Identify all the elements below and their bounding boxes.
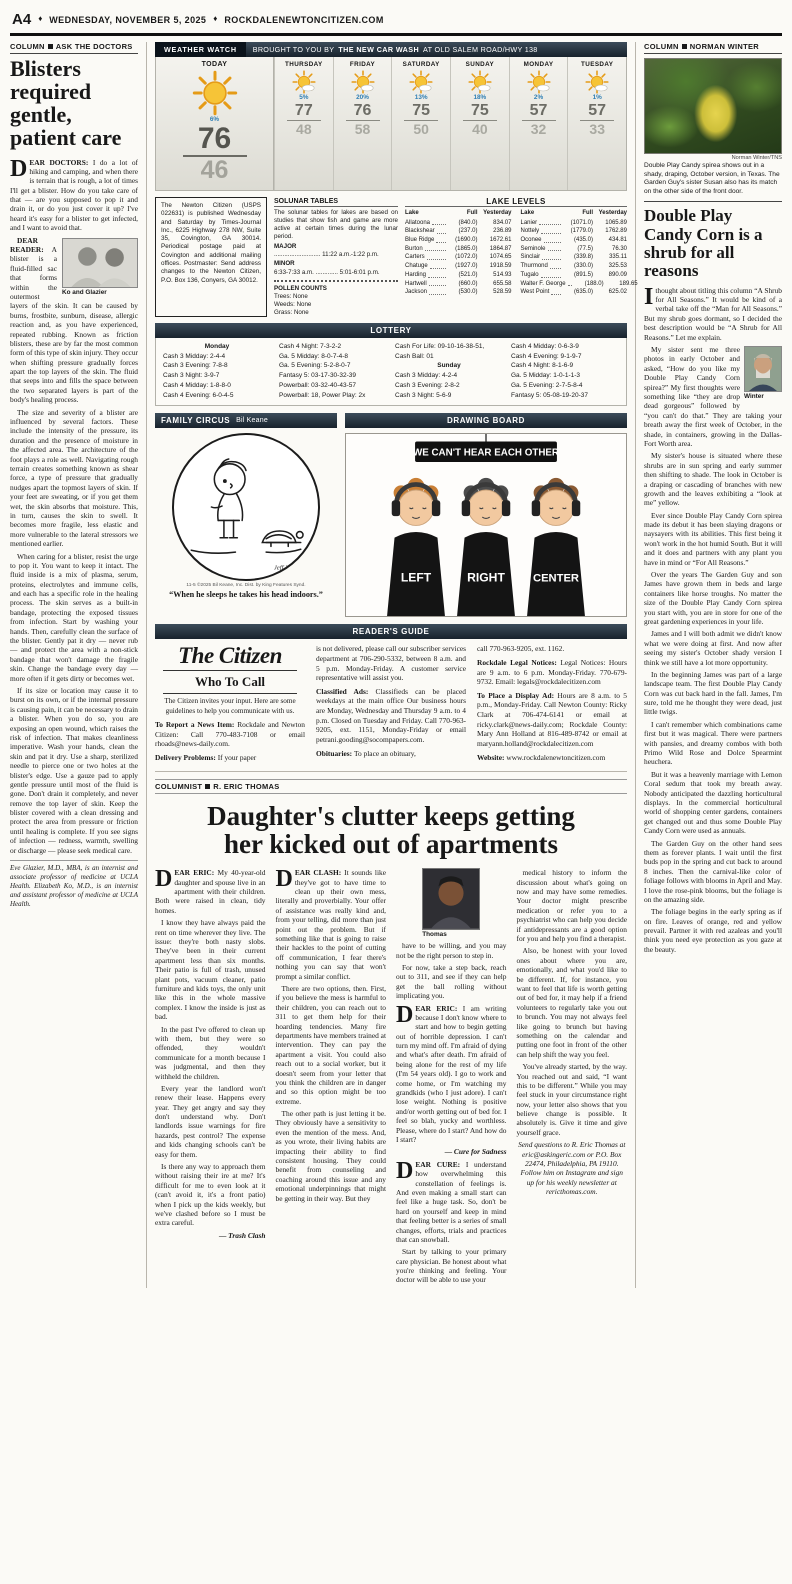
lottery-line: Ga. 5 Evening: 5-2-8-0-7 bbox=[279, 362, 351, 370]
article-paragraph: In the beginning James was part of a large landscape team. The first Double Play Candy Corn was cut back hard in the fall. James, I'm sure, told me he thought they were dead, just little twigs. bbox=[644, 669, 782, 717]
advice-paragraph: In the past I've offered to clean up with them, but they were so offended, they wouldn't communicate for a month because I was judgmental, and then they withheld the children. bbox=[155, 1024, 266, 1081]
page-date: WEDNESDAY, NOVEMBER 5, 2025 bbox=[49, 14, 207, 25]
solunar-minor-times: 6:33-7:33 a.m. ............. 5:01-6:01 p.m. bbox=[274, 268, 380, 276]
kicker-title: ASK THE DOCTORS bbox=[55, 42, 133, 51]
article-paragraph: But it was a heavenly marriage with Lemon Coral sedum that took my breath away. Nobody anticipated the dazzling horticultural displays. In the commercial horticultural world of shopping center gardens, containers get changed out and thus some Double Play Candy Corn were used as annuals. bbox=[644, 769, 782, 836]
guide-item: Website: www.rockdalenewtoncitizen.com bbox=[477, 752, 606, 762]
article-paragraphs bbox=[10, 236, 138, 855]
guide-item: To Report a News Item: Rockdale and Newton Citizen: Call 770-483-7108 or email rhoads@news-daily.com. bbox=[155, 720, 305, 749]
solunar-major-label: MAJOR bbox=[274, 243, 297, 251]
winter-headshot bbox=[744, 346, 782, 400]
guide-item: Classified Ads: Classifieds can be placed weekdays at the main office Our business hours are Monday, Wednesday and Thursday 9 a.m. to 4 p.m. Closed on Tuesday and Friday. Call 770-963-9205, ext. 1151, Monday-Friday or email petrani.gooding@socompapers.com. bbox=[316, 686, 466, 744]
weather-day bbox=[274, 57, 333, 190]
lottery-line: Ga. 5 Evening: 2-7-5-8-4 bbox=[511, 381, 583, 389]
guide-item: call 770-963-9205, ext. 1162. bbox=[477, 644, 565, 654]
thomas-photo-placeholder bbox=[422, 868, 480, 930]
partly-sunny-icon bbox=[527, 70, 551, 94]
pollen-line: Trees: None bbox=[274, 292, 308, 300]
columnist-bar bbox=[155, 779, 627, 794]
comic-date-code: 11-5 bbox=[186, 583, 196, 589]
comics-row bbox=[155, 413, 627, 617]
article-paragraph: Ithought about titling this column “A Shrub for All Seasons.” It would be kind of a verbal take off the “Man for All Seasons.” But my shrub goes dormant, so I decided the best description would be “A Shrub for All Reasons.” Let me explain. bbox=[644, 283, 782, 342]
lake-row: Blue Ridge (1690.0) 1672.61 bbox=[405, 237, 512, 244]
article-paragraph: The foliage begins in the early spring as if on fire. Leaves of orange, red and yellow prevail. Partner it with red azaleas and you'll think you need eye protection as you gaze at the beauty. bbox=[644, 907, 782, 954]
winter-body bbox=[644, 283, 782, 955]
sponsor-location: AT OLD SALEM ROAD/HWY 138 bbox=[423, 45, 538, 54]
square-bullet-icon bbox=[682, 44, 687, 49]
winter-column bbox=[644, 42, 782, 1288]
article-paragraph: The Garden Guy on the other hand sees them as forever plants. I wait until the first buds pop in the spring and cut back to around 8 inches. Then the carnival-like color of foliage follows with blooms in April and May. I love the rose-pink blooms, but the foliage is on the amazing side. bbox=[644, 838, 782, 904]
guide-item: Rockdale Legal Notices: Legal Notices: Hours are 9 a.m. to 6 p.m. Monday-Friday. 770-679-9732. Email: legals@rockdalecitizen.com bbox=[477, 657, 627, 687]
lottery-line: Cash 3 Night: 3-9-7 bbox=[163, 372, 220, 380]
lottery-banner bbox=[155, 323, 627, 338]
winter-headshot-placeholder bbox=[744, 346, 782, 392]
high-temp: 77 bbox=[287, 102, 321, 121]
article-paragraph: DEAR READER: A blister is a fluid-filled sac that forms within the outermost layers of the skin. It can be caused by burns, frostbite, sunburn, disease, allergic reaction and, as you have experienced, repeated rubbing. Known as friction blisters, these are by far the most common form of this type of skin injury. They occur when shifting pressure gradually forces apart the top layers of the skin. The fluid that seeps into and fills the space between the two separated layers is part of the body's healing process. bbox=[10, 235, 138, 405]
lottery-line: Ga. 5 Midday: 1-0-1-1-3 bbox=[511, 372, 581, 380]
pollen-title: POLLEN COUNTS bbox=[274, 284, 327, 292]
article-paragraph: Over the years The Garden Guy and son James have grown them in beds and large containers like horse troughs. No matter the size of the Double Play Candy Corn spirea you start with, you are in store for one of the great gardening experiences in your life. bbox=[644, 570, 782, 626]
lottery-column bbox=[395, 342, 503, 401]
article-paragraph: If its size or location may cause it to burst on its own, or if the internal pressure is causing pain, it can be necessary to drain a blister. When you do so, you are exposing an open wound, which raises the risk of infection. That makes cleanliness imperative. Wash your hands, clean the skin and pat it dry. Use a sharp, sterilized needle to pierce one or two holes at the blister's edge. Use a gauze pad to apply gentle pressure until most of the fluid is gone. Don't drain it completely, and never remove the top layer of skin. Keep the blister covered with a clean dressing and protect the area from pressure or friction until healing is complete. If you see signs of infection — redness, warmth, swelling or discharge — please seek medical care. bbox=[10, 685, 138, 855]
family-circus-title: FAMILY CIRCUS bbox=[161, 416, 231, 426]
partly-sunny-icon bbox=[409, 70, 433, 94]
lottery-line: Powerball: 18, Power Play: 2x bbox=[279, 391, 366, 399]
weather-day bbox=[450, 57, 509, 190]
lottery-line: Cash 4 Night: 8-1-6-9 bbox=[511, 362, 574, 370]
advice-paragraph: Send questions to R. Eric Thomas at eric@askingeric.com or P.O. Box 22474, Philadelphia, PA 19110. Follow him on Instagram and sign up for his weekly newsletter at rericthomas.com. bbox=[518, 1140, 626, 1197]
drawing-board-panel bbox=[345, 433, 627, 617]
advice-paragraph: I know they have always paid the rent on time wherever they live. The issue: they're both nasty slobs. They've been in their current apartment less than six months. Their patio is full of trash, unused plant pots, vacuum cleaner, patio furniture and kids toys, the only unit like this in the whole massive complex. I know the inside is just as bad. bbox=[155, 918, 266, 1022]
lottery-line: Cash 3 Night: 5-6-9 bbox=[395, 391, 452, 399]
masthead-notice: The Newton Citizen (USPS 022631) is published Wednesday and Saturday by Times-Journal Inc., 6225 Highway 278 NW, Suite 35, Covington, GA 30014. Periodical postage paid at Covington and additional mailing offices. Postmaster: Send address changes to the Newton Citizen, P.O. Box 136, Conyers, GA 30012. bbox=[155, 197, 267, 317]
lake-row: Burton (1865.0) 1864.87 bbox=[405, 245, 512, 252]
weather-banner bbox=[155, 42, 627, 57]
readers-guide-title: READER'S GUIDE bbox=[352, 627, 430, 637]
lake-row: Nottely (1779.0) 1762.89 bbox=[520, 228, 627, 235]
low-temp: 48 bbox=[296, 120, 312, 137]
kicker-label: COLUMN bbox=[644, 42, 679, 51]
lottery-results bbox=[155, 338, 627, 407]
readers-guide bbox=[155, 644, 627, 771]
rule bbox=[163, 693, 297, 694]
solunar-title: SOLUNAR TABLES bbox=[274, 197, 398, 207]
spirea-photo bbox=[644, 58, 782, 154]
winter-headline: Double Play Candy Corn is a shrub for all reasons bbox=[644, 201, 782, 280]
weather-days bbox=[274, 57, 626, 190]
family-circus bbox=[155, 413, 337, 617]
advice-paragraph: For now, take a step back, reach out to 311, and see if they can help get the ball rolling without implicating you. bbox=[396, 962, 507, 1001]
lottery-line: Cash 4 Midday: 1-8-8-0 bbox=[163, 381, 231, 389]
advice-col-1 bbox=[155, 868, 266, 1288]
advice-paragraph: Every year the landlord won't renew their lease. Happens every year. They get angry and say they don't understand why. Don't landlords issue warnings for fire hazards, pest control? The expense and kids changing schools can't be easy for them. bbox=[155, 1083, 266, 1159]
lake-row: Tugalo (891.5) 890.09 bbox=[520, 271, 627, 278]
solunar-minor-label: MINOR bbox=[274, 260, 295, 268]
advice-paragraph: DEAR CLASH: It sounds like they've got to have time to clean up their own mess, literally and proverbially. Your offer of assistance was really kind and, from your telling, did more than just point out the problem. But if something like that is going to raise their hackles to the point of cutting off communication, I fear there's nothing you can say that won't prompt a similar conflict. bbox=[275, 866, 386, 981]
article-paragraph: When caring for a blister, resist the urge to pop it. You want to keep it intact. The fluid inside is a mix of plasma, serum, proteins, electrolytes and immune cells, and each has a specific role in the healing process. The skin serves as a built-in bandage, protecting the exposed tissues from infection. Start by washing your hands. Then, carefully clean the surface of the blister. Gently pat it dry — never rub — and protect the area with a non-stick bandage that won't damage the fragile skin. Change the bandage every day — more often if it gets dirty or becomes wet. bbox=[10, 551, 138, 683]
pollen-line: Grass: None bbox=[274, 308, 309, 316]
lottery-column bbox=[511, 342, 619, 401]
lottery-column bbox=[279, 342, 387, 401]
citizen-logo: The Citizen bbox=[178, 643, 282, 669]
partly-sunny-icon bbox=[351, 70, 375, 94]
shirt-label: CENTER bbox=[533, 572, 579, 585]
kicker-label: COLUMNIST bbox=[155, 781, 203, 791]
high-temp: 57 bbox=[522, 102, 556, 121]
dotted-divider bbox=[274, 280, 398, 282]
lottery-line: Sunday bbox=[437, 362, 461, 370]
lottery-line: Cash 3 Midday: 2-4-4 bbox=[163, 352, 226, 360]
ask-doctors-headline: Blisters required gentle, patient care bbox=[10, 56, 122, 150]
precip-chance: 13% bbox=[414, 94, 428, 101]
cartoonist-signature: Jeff Keane bbox=[273, 564, 303, 572]
shirt-label: LEFT bbox=[400, 570, 432, 585]
drawing-board-banner bbox=[345, 413, 627, 428]
cartoon-sign-text: WE CAN'T HEAR EACH OTHER bbox=[412, 447, 560, 459]
advice-paragraph: You've already started, by the way. You reached out and said, “I want this to be different.” While you may feel stuck in your circumstance right now, your letter also shows that you believe change is possible. It absolutely is. Give it time and give yourself grace. bbox=[516, 1062, 627, 1137]
lake-column-1 bbox=[405, 209, 512, 297]
article-paragraph: My sister's house is situated where these shrubs are in sun spring and early summer then shifting to shade. The look in October is a draping or cascading of branches with new growth and the leaves exhibiting a “look at me” yellow. bbox=[644, 451, 782, 508]
family-circus-caption: “When he sleeps he takes his head indoors.” bbox=[169, 590, 323, 600]
lottery-line: Cash 3 Midday: 4-2-4 bbox=[395, 372, 458, 380]
kicker-label: COLUMN bbox=[10, 42, 45, 51]
lake-row: Lanier (1071.0) 1065.89 bbox=[520, 219, 627, 226]
family-circus-banner bbox=[155, 413, 337, 428]
precip-chance: 6% bbox=[209, 116, 220, 123]
weather-banner-sponsor bbox=[246, 42, 545, 57]
lottery-line: Cash 3 Evening: 7-8-8 bbox=[163, 362, 228, 370]
weather-day-label: SUNDAY bbox=[465, 61, 495, 68]
editorial-cartoon-art bbox=[346, 434, 626, 616]
doctors-photo bbox=[62, 238, 138, 297]
guide-item: Delivery Problems: If your paper bbox=[155, 752, 257, 762]
winter-headshot-caption: Winter bbox=[744, 393, 764, 401]
low-temp: 40 bbox=[472, 120, 488, 137]
shirt-label: RIGHT bbox=[467, 570, 505, 585]
ask-doctors-column bbox=[10, 42, 138, 1288]
advice-col-4 bbox=[517, 868, 628, 1288]
diamond-separator-icon: ♦ bbox=[213, 14, 218, 23]
winter-kicker bbox=[644, 42, 782, 54]
weather-day bbox=[509, 57, 568, 190]
family-circus-meta bbox=[155, 583, 337, 588]
lake-row: Carters (1072.0) 1074.65 bbox=[405, 254, 512, 261]
precip-chance: 20% bbox=[356, 94, 369, 101]
page-number: A4 bbox=[12, 11, 32, 28]
advice-paragraph: DEAR ERIC: I am writing because I don't know where to start and how to begin getting out of horrible depression. I can't turn my mind off. I'm afraid of dying and what's after death. I'm afraid of being alone for the rest of my life (I'm 54 years old). I go to work and come home, or I'm watching my grandkids (who I just adore). I can't lose weight. Nothing is positive and/or worth getting out of bed for. I feel so blah, yucky and worthless. Please, where do I start? And how do I start? bbox=[396, 1001, 507, 1144]
weather-day bbox=[333, 57, 392, 190]
weather-today bbox=[156, 57, 274, 190]
advice-paragraph: — Trash Clash bbox=[218, 1230, 266, 1240]
article-paragraph: DEAR DOCTORS: I do a lot of hiking and camping, and when there is terrain that is rough, a lot of times I'll get a blister. How do you take care of that — are you supposed to pop it and drain it, or do you just cover it up? I've heard it's easy for a blister to get infected, and I want to avoid that. bbox=[10, 155, 138, 233]
article-paragraph: The size and severity of a blister are influenced by several factors. These include the intensity of the pressure, its duration and the presence of moisture in the affected area. The architecture of the foot plays a role as well. Navigating rough terrain creates something known as shear force, a type of pressure that gradually nudges apart the topmost layers of skin. If your feet are sweating, or if you get them wet, the skin absorbs that moisture. This, in turn, causes the skin to swell. It becomes more fragile, less elastic and more vulnerable to the lateral stressors we mentioned earlier. bbox=[10, 407, 138, 549]
high-temp: 75 bbox=[463, 102, 497, 121]
ask-doctors-body bbox=[10, 155, 138, 910]
kicker-title: NORMAN WINTER bbox=[689, 42, 760, 51]
lake-row: Harding (521.0) 514.93 bbox=[405, 271, 512, 278]
lake-row: Allatoona (840.0) 834.07 bbox=[405, 219, 512, 226]
lottery-line: Fantasy 5: 03-17-30-32-39 bbox=[279, 372, 356, 380]
lake-table-header: Lake Full Yesterday bbox=[405, 210, 512, 216]
pollen-line: Weeds: None bbox=[274, 300, 312, 308]
lake-row: Walter F. George (188.0) 189.65 bbox=[520, 280, 638, 287]
low-temp: 50 bbox=[413, 120, 429, 137]
comic-copyright: ©2025 Bil Keane, Inc. Dist. by King Features Synd. bbox=[197, 583, 306, 589]
advice-article bbox=[155, 868, 627, 1288]
advice-paragraph: Also, be honest with your loved ones about where you are, emotionally, and what you'd like to be different. If, for instance, you want to feel that life is worth getting out of bed for, it may help if a friend volunteers to regularly take you out to brunch. You may not always feel like going to brunch but having something on the calendar and putting one foot in front of the other can help shift the way you feel. bbox=[516, 946, 627, 1059]
lake-row: Thurmond (330.0) 325.53 bbox=[520, 263, 627, 270]
lottery-line: Monday bbox=[204, 342, 230, 350]
drawing-board-title: DRAWING BOARD bbox=[446, 416, 526, 426]
article-paragraph: My sister sent me three photos in early October and asked, “How do you like my Double Play Candy Corn spirea?” My first thoughts were something like “they are drop dead gorgeous” followed by “you can't do that.” They are taking your breath away the first week of October, in the shade, in containers, growing in the Dallas-Fort Worth area. bbox=[644, 345, 782, 448]
sun-icon bbox=[192, 70, 238, 116]
advice-paragraph: medical history to inform the discussion about what's going on now and may have some remedies. Your doctor might prescribe medication or refer you to a psychiatrist who can help you decide if antidepressants are a good option for you and help you find a therapist. bbox=[516, 868, 627, 944]
family-circus-art bbox=[174, 435, 318, 579]
advice-paragraph: DEAR ERIC: My 40-year-old daughter and spouse live in an apartment with their children. Both were raised in clean, tidy homes. bbox=[155, 866, 266, 915]
square-bullet-icon bbox=[48, 44, 53, 49]
weather-day bbox=[567, 57, 626, 190]
lake-table-header: Lake Full Yesterday bbox=[520, 210, 627, 216]
low-temp: 33 bbox=[589, 120, 605, 137]
photo-credit: Norman Winter/TNS bbox=[731, 155, 782, 161]
lake-row: Chatuge (1927.0) 1918.59 bbox=[405, 263, 512, 270]
readers-guide-col-3 bbox=[477, 644, 627, 766]
weather-day-label: SATURDAY bbox=[402, 61, 440, 68]
rule bbox=[163, 670, 297, 671]
weather-forecast bbox=[155, 57, 627, 191]
thomas-photo bbox=[422, 868, 480, 938]
doctors-photo-caption: Ko and Glazier bbox=[62, 289, 107, 297]
weather-day-label: TUESDAY bbox=[581, 61, 614, 68]
readers-guide-col-1 bbox=[155, 644, 305, 766]
site-url: ROCKDALENEWTONCITIZEN.COM bbox=[224, 14, 384, 25]
weather-day-label: TODAY bbox=[201, 61, 228, 68]
partly-sunny-icon bbox=[585, 70, 609, 94]
article-paragraph: James and I will both admit we didn't know what we were doing at first. And now after seeing my sister's October shady version I think we still have a lot more opportunity. bbox=[644, 629, 782, 667]
center-column bbox=[146, 42, 636, 1288]
high-temp: 76 bbox=[346, 102, 380, 121]
family-circus-panel bbox=[172, 433, 320, 581]
partly-sunny-icon bbox=[292, 70, 316, 94]
advice-paragraph: DEAR CURE: I understand how overwhelming this constellation of feelings is. And even making a small start can feel like a huge task. So, don't be hard on yourself and keep in mind that feeling better is a series of small changes, efforts, trials and practices that can snowball. bbox=[396, 1157, 507, 1244]
thomas-photo-caption: Thomas bbox=[422, 931, 447, 939]
lottery-line: Cash 4 Midday: 0-6-3-9 bbox=[511, 342, 579, 350]
info-row bbox=[155, 197, 638, 317]
advice-headline: Daughter's clutter keeps getting her kicked out of apartments bbox=[207, 800, 575, 860]
advice-paragraph: The other path is just letting it be. They obviously have a sensitivity to even the mention of the mess. And, as you wrote, their living habits are impacting their ability to find consistent housing. They could benefit from counseling and coaching around this issue and any emotional underpinnings that might be getting in their way. But they bbox=[275, 1109, 386, 1203]
advice-col-3 bbox=[396, 868, 507, 1288]
advice-paragraph: Is there any way to approach them without raising their ire at me? It's difficult for me to even look at it (can't avoid it, it's a front patio) when I pick up the kids weekly, but we've clashed before so I must be extra careful. bbox=[155, 1162, 266, 1228]
article-paragraph: I can't remember which combinations came first but it was magical. There were partners with pansies, and dreamy combos with both Primo Wild Rose and Dolce Spearmint heuchera. bbox=[644, 719, 782, 767]
lake-row: Hartwell (660.0) 655.58 bbox=[405, 280, 512, 287]
lake-row: Oconee (435.0) 434.81 bbox=[520, 237, 627, 244]
cartoon-figure-left bbox=[387, 478, 445, 616]
square-bullet-icon bbox=[205, 784, 210, 789]
low-temp: 58 bbox=[354, 120, 371, 137]
lake-row: Sinclair (339.8) 335.11 bbox=[520, 254, 627, 261]
columnist-kicker bbox=[155, 782, 627, 791]
weather-day bbox=[391, 57, 450, 190]
lottery-line: Powerball: 03-32-40-43-57 bbox=[279, 381, 356, 389]
lottery-line: Cash 4 Night: 7-3-2-2 bbox=[279, 342, 342, 350]
lake-row: Seminole (77.5) 76.30 bbox=[520, 245, 627, 252]
ask-doctors-kicker bbox=[10, 42, 138, 54]
lottery-line: Cash 3 Evening: 2-8-2 bbox=[395, 381, 460, 389]
precip-chance: 2% bbox=[533, 94, 544, 101]
diamond-separator-icon: ♦ bbox=[38, 14, 43, 23]
advice-paragraph: — Cure for Sadness bbox=[444, 1147, 507, 1157]
readers-guide-col-2 bbox=[316, 644, 466, 766]
lottery-line: Cash 4 Evening: 9-1-9-7 bbox=[511, 352, 582, 360]
article-paragraphs bbox=[10, 155, 138, 233]
page-header bbox=[10, 4, 782, 36]
doctors-photo-placeholder bbox=[62, 238, 138, 289]
low-temp: 46 bbox=[200, 155, 229, 184]
solunar-intro: The solunar tables for lakes are based on studies that show fish and game are more active at certain times during the lunar period. bbox=[274, 209, 398, 241]
readers-guide-banner bbox=[155, 624, 627, 639]
solunar-tables bbox=[274, 197, 398, 317]
readers-guide-intro: The Citizen invites your input. Here are some guidelines to help you communicate with us. bbox=[164, 697, 296, 715]
page-body bbox=[10, 36, 782, 1288]
weather-day-label: FRIDAY bbox=[349, 61, 376, 68]
partly-sunny-icon bbox=[468, 70, 492, 94]
lake-column-2 bbox=[520, 209, 638, 297]
pollen-list bbox=[274, 293, 398, 317]
drawing-board bbox=[345, 413, 627, 617]
lake-row: Blackshear (237.0) 236.89 bbox=[405, 228, 512, 235]
high-temp: 75 bbox=[404, 102, 438, 121]
low-temp: 32 bbox=[530, 120, 547, 137]
spirea-photo-caption: Double Play Candy spirea shows out in a shady, draping, October version, in Texas. The Garden Guy's sister Susan also has its match on the other side of the front door. bbox=[644, 162, 780, 195]
guide-item: is not delivered, please call our subscriber services department at 706-290-5332, between 8 a.m. and 5 p.m. Monday-Friday. A customer service representative will assist you. bbox=[316, 644, 466, 683]
lottery-column bbox=[163, 342, 271, 401]
weather-day-label: MONDAY bbox=[523, 61, 554, 68]
lottery-line: Cash 4 Evening: 6-0-4-5 bbox=[163, 391, 234, 399]
advice-paragraph: There are two options, then. First, if you believe the mess is harmful to their children, you can reach out to 311 to get them help for their hoarding tendencies. Many fire departments have members trained at intervention. They can pay the apartment a visit. You could also reach out to a social worker, but it doesn't seem from your letter that you think the children are in danger and so this option might be too extreme. bbox=[275, 984, 386, 1106]
author-bio: Eve Glazier, M.D., MBA, is an internist and associate professor of medicine at UCLA Health. Elizabeth Ko, M.D., is an internist and assistant professor of medicine at UCLA Health. bbox=[10, 860, 138, 909]
article-paragraph: Ever since Double Play Candy Corn spirea made its debut it has been slaying dragons or naysayers with its abilities. This first being it won't work in the hot humid South. But it will and it does and partners with any plant you have in mind or “For All Reasons.” bbox=[644, 510, 782, 567]
lake-row: West Point (635.0) 625.02 bbox=[520, 289, 627, 296]
high-temp: 76 bbox=[183, 123, 247, 157]
cartoon-figure-middle bbox=[457, 478, 515, 616]
weather-banner-title: WEATHER WATCH bbox=[155, 42, 246, 57]
cartoon-figure-right bbox=[527, 478, 585, 616]
lake-levels bbox=[405, 197, 638, 317]
lottery-title: LOTTERY bbox=[370, 325, 412, 335]
sponsor-text: BROUGHT TO YOU BY bbox=[252, 45, 335, 54]
advice-paragraph: have to be willing, and you may not be the right person to step in. bbox=[396, 941, 507, 960]
guide-item: Obituaries: To place an obituary, bbox=[316, 748, 416, 758]
precip-chance: 18% bbox=[473, 94, 487, 101]
lottery-line: Fantasy 5: 05-08-19-20-37 bbox=[511, 391, 588, 399]
who-to-call-heading: Who To Call bbox=[194, 674, 266, 690]
precip-chance: 5% bbox=[299, 94, 309, 101]
high-temp: 57 bbox=[580, 102, 614, 121]
solunar-major-times: ........................... 11:22 a.m.-1:22 p.m. bbox=[274, 251, 379, 259]
lake-levels-title: LAKE LEVELS bbox=[405, 197, 627, 207]
lottery-line: Ga. 5 Midday: 8-0-7-4-8 bbox=[279, 352, 349, 360]
advice-col-2 bbox=[276, 868, 387, 1288]
sponsor-name: THE NEW CAR WASH bbox=[338, 45, 420, 54]
family-circus-byline: Bil Keane bbox=[236, 417, 268, 425]
kicker-title: R. ERIC THOMAS bbox=[213, 781, 280, 791]
precip-chance: 1% bbox=[592, 94, 602, 101]
lottery-line: Cash Ball: 01 bbox=[395, 352, 434, 360]
guide-item: To Place a Display Ad: Hours are 8 a.m. to 5 p.m., Monday-Friday. Call Newton County: Ricky Clark at 706-474-6141 or email at ricky.clark@news-daily.com; Rockdale County: Mary Ann Holland at 816-489-8742 or email at maryann.holland@rockdalecitizen.com bbox=[477, 690, 627, 748]
lottery-line: Cash For Life: 09-10-16-38-51, bbox=[395, 342, 485, 350]
advice-paragraph: Start by talking to your primary care physician. Be honest about what you're thinking and feeling. Your doctor will be able to use your bbox=[396, 1247, 507, 1285]
lake-row: Jackson (530.0) 528.59 bbox=[405, 289, 512, 296]
weather-day-label: THURSDAY bbox=[285, 61, 323, 68]
